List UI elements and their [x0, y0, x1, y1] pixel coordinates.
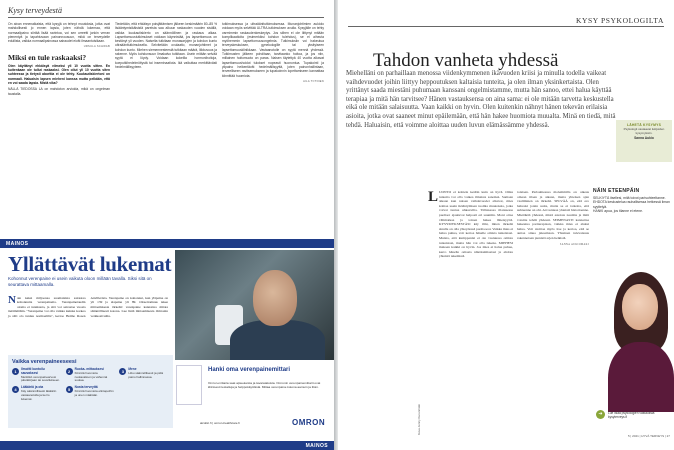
answer-text-1: UONTO ei kohtele ketään kuin on hyvä. Omia tunteita voi olla vaikea ilmaista sanoiksi. Samaan aikaan kun naisen vaihdevuodet alkavat, mies kohtaa usein ikääntymisen tuomia muutoksia, jotka voivat tuntua uhkaavilta. Tällaisessa tilanteessa puolisot ajautuvat helposti eri suuntiin. Moni ottaa välimatkaa ja toinen hakee läheisyyttä. KYSYMYKSESTÄSI käy ilmi, miten tärkeää sinulle on olla yhteydessä puolisoosi. Vaikka mies ei halua puhua, voit kertoa hänelle omista tunteistasi. Muista, että kumppanisi ei ole vastuussa omista tunteistasi, mutta hän voi olla tukena. MIEHESI makaan kaikki on hyvin. Jos mies ei halua puhua, kerro hänelle omasta näkökulmastasi ja ehdota yhteistä tekemistä. — [439, 190, 513, 259]
ad-body — [8, 296, 168, 318]
column-3 — [222, 22, 324, 84]
page-number: 5 | 2021 | HYVÄ TERVEYS | 27 — [628, 434, 670, 438]
tip-item: HANKI apua, jos tilanne ei etene. — [593, 209, 643, 214]
send-question-title: LÄHETÄ KYSYMYS — [626, 123, 662, 127]
answer-column-2 — [517, 190, 589, 247]
article-dropcap: L — [428, 189, 439, 205]
arrow-icon: ➜ — [596, 410, 605, 419]
ad-subtitle: Kohonnut verenpaine ei usein vaikuta oloon millään tavalla. Siksi sitä on seurattava mittaamalla. — [8, 276, 152, 287]
column-2 — [115, 22, 217, 71]
author-signature-2: AILA TIITINEN — [303, 79, 324, 83]
question-text: Olen käyttänyt ehkäisyä viimeksi yli 10 vuotta sitten. En kuitenkaan ole tullut raskaaksi. Olen ollut yli 10 vuotta siten suhteessa ja tietysti aborttia ei ole tehty. Kuukautiskiertoni on normaali. Haluaisin lapsen mieheni kanssa mutta pelkään, että en voi saada lapsia. Mistä vika? — [8, 63, 110, 85]
tip-item: EHDOTA keskustelua rauhallisessa hetkessä ilman syyttelyä. — [593, 200, 670, 209]
column-1 — [8, 22, 110, 98]
left-page — [0, 0, 334, 450]
tips-title: Vaikka verenpaineeseesi — [12, 359, 77, 365]
ad-url[interactable]: alcoltic.fi | omron-healthcare.fi — [200, 421, 240, 425]
tip-step: 1 Ilmoitti kuntoilu sauvaksesi Merkitkö verenpainearvosi päiväkirjaan tai sovellukseen. — [12, 368, 62, 383]
product-image — [176, 365, 202, 405]
ad-message: ain kaksi miljoonaa suomalaista sairastaa kohonnutta verenpainetta. Verenpainetaudin oireita ei tunnisteta, ja sitä voi sairastaa vuosia tietämättään. "Verenpaine voi olla vaikka kuinka korkea ja silti olo tuntuu normaalilta", kertoo Heimo Rosen Anvillerista. Verenpaine on kohonnut, kun yläpaine on yli 139 ja alapaine yli 89. Oireettomuus tekee mittaamisesta tärkeää: verenpaine kannattaa mitata säännöllisesti kotona. Lue lisää mittaamisesta Omronin verkkosivuilta. — [8, 296, 168, 318]
psychologist-name: Sanna Aukio — [634, 135, 654, 140]
read-more-text: Lue lisää psykologien vastauksia kysyterveys.fi — [608, 410, 655, 419]
man-face — [253, 270, 297, 326]
tips-box — [8, 355, 173, 428]
tips-sidebar-title: NÄIN ETEENPÄIN — [593, 188, 640, 194]
answer-paragraph: Tiedetään, että ehkäisyn poisjättämisen jälkeen keskimäärin 80–85 % lisääntymisikäisistä pareista saa alkuun raskauden vuoden sisällä, vaikka kuukautiskierto on säännöllinen ja raskaus alkaa. Lapsettomuustutkimukset voidaan käynnistää, jos lapsettomuus on kestänyt yli vuoden. Naiselta tutkitaan munasarjojen ja kohdun kunto ultraäänitutkimuksella. Selvitetään ovulaatio, munanjohtimet ja kohdun kunto. Miehen siemennesteestä tutkitaan määrä, liikkuvuus ja rakenne. Myös kohdunsuun limakalvo tutkitaan. Usein mitään selvää syytä ei löydy. Voidaan kokeilla hormonihoitoja, koeputkihedelmöitystä tai inseminaatiota. Ikä vaikuttaa merkittävästi hedelmällisyyteen. — [115, 22, 217, 69]
read-more[interactable] — [596, 410, 668, 419]
body-shape — [608, 342, 674, 412]
photo-credit: Kuva Jenny Kurunmäki — [417, 404, 421, 435]
answer-signature: SANNA AUKIOMAKI — [559, 242, 589, 246]
answer-start: NÄLLÄ TIEDOSSA LA on mahdoton arvioida, mikä on ongelman taustalla. — [8, 87, 110, 96]
buy-text: Omron-mittaria saat apteekeista ja tavarataloista. Omronin verenpainemittarit ovat kliinisesti testattuja ja helppokäyttöisiä. Mittaa verenpaine kotona aamuin ja illoin. — [208, 381, 321, 389]
man-body — [230, 320, 325, 360]
section-header: Kysy terveydestä — [8, 6, 62, 15]
ad-footer-bar: MAINOS — [0, 441, 334, 450]
intro-paragraph: On aivan ennenaikaista, että kysyjä on tehnyt muutoksia, jotka ovat mahdollisesti jo ennen lapsia, joten nähdä lukemaa, että normaalipaino siirtää lisää ravintoa, voi sen urreetti jonkin verran pienentyä ja tapahtuvaan painonnousuun, mikä on terveydelle edullista, vaikka normaalipainossa sairaudet eivät ilmaantuisikaan. — [8, 22, 110, 44]
question-title: Miksi en tule raskaaksi? — [8, 52, 87, 62]
send-question-body: Psykologit vastaavat lukijoiden kysymyksiin. — [623, 127, 665, 135]
tip-item: SELKIYTÄ itsellesi, mitä toivot parisuhteeltanne. — [593, 196, 666, 200]
answer-text-2: toisiaan. Parisuhteessa molemmilla on oikeus omaan tilaan ja aikaan, mutta yhteisen ajan vaaliminen on tärkeää. SELVÄÄ on, että ero haluaisi jotain uutta, mutta se ei tarkoita, että suhteenne on ohi. Arvostakaa yhteistä historiaanne. Miettikää yhdessä, mistä asioista nautitte ja mitä voisitte tehdä yhdessä. SEIMENASTI kannattaa hakeutua pariterapiaan, vaikka mies ei aluksi halua. Voit aloittaa myös itse ja kertoa, että se auttaa sinua jaksamaan. Yhteinen tulevaisuus rakennetaan pienistä arjen hetkistä. — [517, 190, 589, 240]
right-page — [338, 0, 674, 450]
ad-title: Yllättävät lukemat — [8, 252, 172, 276]
buy-title: Hanki oma verenpainemittari — [208, 367, 291, 373]
article-title: Tahdon vanheta yhdessä — [373, 50, 559, 71]
psychologist-photo — [608, 262, 674, 412]
face-shape — [622, 284, 658, 330]
author-signature: URSULA SCHWAB — [83, 45, 110, 49]
header-rule — [8, 17, 324, 18]
tip-step: 5 Nosta terveyttä Kiinnitä huomiota elintapoihin ja unen määrään. — [66, 386, 116, 401]
tips-sidebar — [593, 188, 671, 214]
header-rule-right — [348, 26, 664, 27]
brand-logo: OMRON — [292, 418, 326, 427]
reader-question: Miehelläni on parhaillaan menossa viidenkymmenen ikävuoden kriisi ja minulla todella vaikeat vaihdevuodet joihin liittyy heppoutuksen kaltaisia tunteita, ja olen ilman yksinkertaista. Olen yrittänyt saada miestäni puhumaan kanssani ongelmistamme, mutta hän sanoo, ettei halua käyttää terapiaa ja mitä hän tarvitsee? Hänen vastauksensa on aina sama: ei ole mitään tarvetta keskustella eikä ole mitään salaisuutta. Vaan kaikki on hyvin. Olen kuitenkin nähnyt hänen tekevän erilaisia asioita, jotka ovat saaneet minut epäilemään, että hän hakee huomiota muualta. Minä en tiedä, mitä tehdä. Haluaisin, että voimme aloittaa uuden luvun elämässämme yhdessä. — [346, 70, 616, 129]
answer-continued: tutkimuksessa ja ultraäänitutkimuksessa. Munanjohtimien aukiolo voidaan myös selvittää ULTRA-tutkimuksen avulla. Kysyjälle on tehty varmimmin raskaudenkeskeytys. Jos siihen ei ole liittynyt mitään komplikaatioita (esimerkiksi kohdun tulehdus), se ei aiheuta myöhemmin lapsettomuusongelmia. Tutkimuksiin voi hakeutua terveyskeskuksen, gynekologille tai yksityiseen lapsettomuusklinikkaan. Vastaanotolle on syytä mennä yhdessä. Tutkimusten jälkeen pohditaan, tarvitaanko hoitoa, ja jos niin, millainen hoitomuoto on paras. Naisen täytettyä 40 vuotta alkavat lapsettomuushoidot tulokset nopeasti huonontua. Tupakointi ja ylipaino heikentävät hedelmällisyyttä, joten painonhallintaan, terveelliseen ravitsemukseen ja tupakoinnin lopettamiseen kannattaa kiinnittää huomiota. — [222, 22, 324, 78]
tip-step: 3 Mene Liiku säännöllisesti ja pidä paino hallinnassa. — [119, 368, 169, 383]
tip-step: 2 Ruoka- mittauksesi Kiinnitä huomiota ruokavalioon ja vähennä suolaa. — [66, 368, 116, 383]
ad-label-bar: MAINOS — [0, 239, 334, 248]
ad-dropcap: N — [8, 294, 16, 306]
buy-monitor-box — [176, 365, 326, 420]
tip-step: 4 Lääkäriä ja ota Käy säännöllisesti lääkärin vastaanotolla ja kerro lukemat. — [12, 386, 62, 401]
answer-column-1 — [439, 190, 513, 261]
section-header-right: KYSY PSYKOLOGILTA — [575, 16, 664, 25]
send-question-box[interactable] — [616, 120, 672, 162]
ad-photo — [175, 250, 334, 360]
